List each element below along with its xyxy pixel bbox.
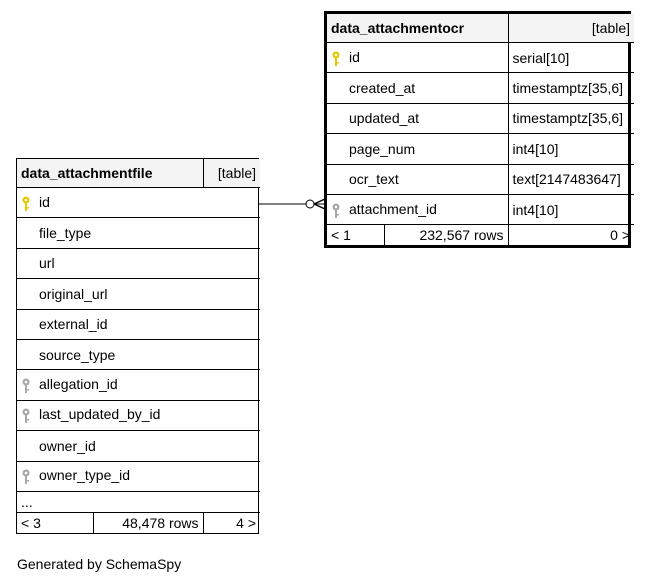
foreign-key-icon xyxy=(21,378,31,394)
foreign-key-icon xyxy=(21,469,31,485)
column-type: text[2147483647] xyxy=(508,164,634,194)
column-row[interactable] xyxy=(327,164,634,194)
table-header[interactable] xyxy=(327,14,634,43)
column-row[interactable] xyxy=(17,431,260,461)
foreign-key-icon xyxy=(331,203,341,219)
parent-count[interactable]: < 1 xyxy=(327,225,384,246)
table-data-attachmentfile[interactable] xyxy=(16,158,259,534)
column-name: page_num xyxy=(349,140,416,157)
column-name: updated_at xyxy=(349,110,420,127)
column-name: owner_id xyxy=(39,437,96,454)
column-name: file_type xyxy=(39,225,92,242)
parent-count[interactable]: < 3 xyxy=(17,512,93,533)
child-count[interactable]: 0 > xyxy=(508,225,634,246)
column-name: source_type xyxy=(39,346,116,363)
column-row[interactable] xyxy=(17,461,260,491)
child-count[interactable]: 4 > xyxy=(203,512,260,533)
column-row[interactable] xyxy=(327,103,634,133)
foreign-key-icon xyxy=(21,408,31,424)
column-name: id xyxy=(349,48,360,65)
column-name: last_updated_by_id xyxy=(39,406,161,423)
table-name: data_attachmentocr xyxy=(327,14,508,43)
column-row[interactable] xyxy=(17,188,260,218)
more-columns-ellipsis: ... xyxy=(17,491,260,512)
column-name: ocr_text xyxy=(349,171,399,188)
column-name: external_id xyxy=(39,316,108,333)
column-type: timestamptz[35,6] xyxy=(508,73,634,103)
table-kind: [table] xyxy=(508,14,634,43)
column-row[interactable] xyxy=(327,134,634,164)
column-type: int4[10] xyxy=(508,134,634,164)
column-name: original_url xyxy=(39,285,108,302)
row-count: 232,567 rows xyxy=(384,225,508,246)
primary-key-icon xyxy=(21,196,31,212)
table-header[interactable] xyxy=(17,159,260,188)
column-name: attachment_id xyxy=(349,200,437,217)
column-name: owner_type_id xyxy=(39,467,131,484)
column-row[interactable] xyxy=(17,400,260,430)
table-name: data_attachmentfile xyxy=(17,159,203,188)
column-row[interactable] xyxy=(17,218,260,248)
table-footer[interactable] xyxy=(17,512,260,533)
column-row[interactable] xyxy=(327,194,634,224)
column-name: url xyxy=(39,255,55,272)
table-kind: [table] xyxy=(203,159,260,188)
more-columns-row xyxy=(17,491,260,512)
primary-key-icon xyxy=(331,51,341,67)
generator-credit: Generated by SchemaSpy xyxy=(17,556,182,572)
column-row[interactable] xyxy=(327,43,634,73)
column-row[interactable] xyxy=(17,279,260,309)
row-count: 48,478 rows xyxy=(93,512,203,533)
column-name: created_at xyxy=(349,80,416,97)
column-type: serial[10] xyxy=(508,43,634,73)
column-name: id xyxy=(39,193,50,210)
column-row[interactable] xyxy=(17,248,260,278)
column-row[interactable] xyxy=(327,73,634,103)
table-data-attachmentocr[interactable] xyxy=(324,11,631,248)
column-row[interactable] xyxy=(17,309,260,339)
column-name: allegation_id xyxy=(39,376,118,393)
table-footer[interactable] xyxy=(327,225,634,246)
column-type: timestamptz[35,6] xyxy=(508,103,634,133)
column-row[interactable] xyxy=(17,370,260,400)
column-type: int4[10] xyxy=(508,194,634,224)
zero-cardinality-circle xyxy=(306,200,314,208)
column-row[interactable] xyxy=(17,339,260,369)
